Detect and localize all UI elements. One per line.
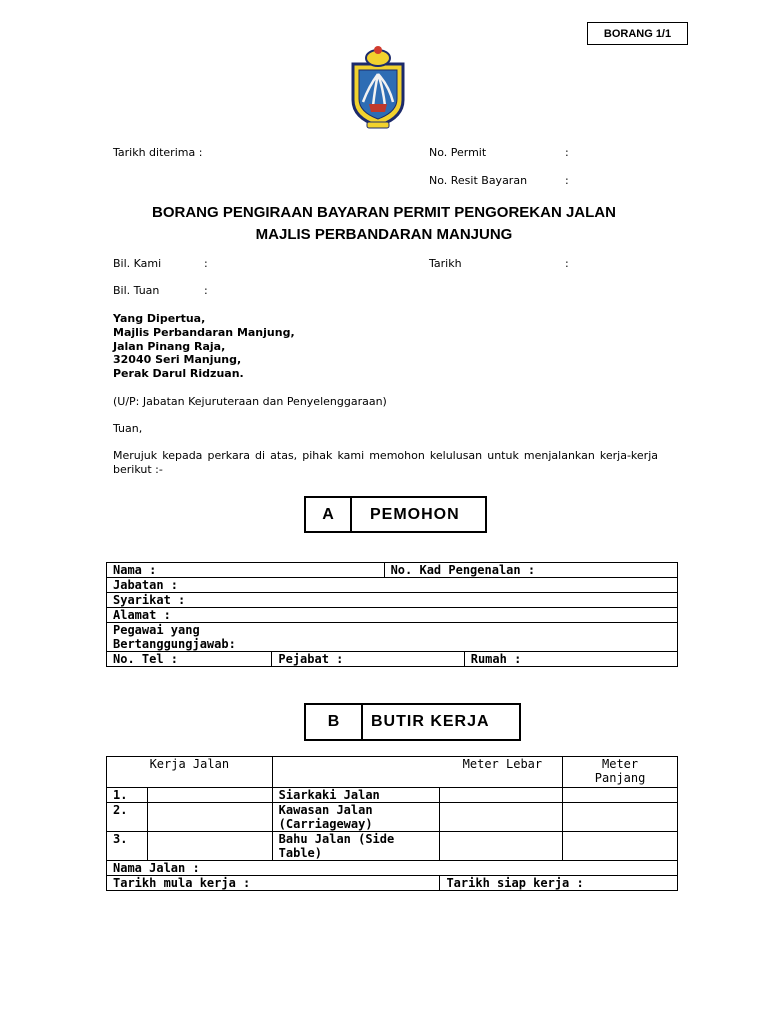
work-desc (272, 788, 440, 803)
table-row (107, 652, 678, 667)
col-width-label: Meter Lebar (462, 757, 543, 771)
end-date-cell[interactable] (440, 876, 678, 891)
table-row (107, 757, 678, 788)
col-length-label-1: Meter (602, 757, 639, 771)
table-row (107, 803, 678, 832)
intro-paragraph: Merujuk kepada perkara di atas, pihak kami memohon kelulusan untuk menjalankan kerja-kerja berikut :- (113, 449, 658, 476)
address-cell[interactable] (107, 608, 678, 623)
work-desc-line: Kawasan Jalan (278, 803, 373, 817)
our-ref-label: Bil. Kami (113, 257, 162, 270)
work-cell[interactable] (147, 788, 272, 803)
col-work-label: Kerja Jalan (149, 757, 230, 771)
company-label: Syarikat : (113, 593, 186, 607)
table-row (107, 563, 678, 578)
col-header-length (563, 757, 678, 788)
work-desc-line: Bahu Jalan (Side (278, 832, 395, 846)
date-label: Tarikh (429, 257, 462, 270)
address-line: Yang Dipertua, (113, 312, 206, 325)
row-no: 1. (107, 788, 148, 803)
address-label: Alamat : (113, 608, 171, 622)
table-row (107, 788, 678, 803)
date-received-label: Tarikh diterima : (113, 146, 203, 159)
section-b-title: BUTIR KERJA (371, 713, 490, 730)
table-row (107, 861, 678, 876)
date-colon: : (565, 257, 569, 270)
road-name-label: Nama Jalan : (113, 861, 200, 875)
ic-label: No. Kad Pengenalan : (390, 563, 536, 577)
address-line: Perak Darul Ridzuan. (113, 367, 244, 381)
work-desc (272, 803, 440, 832)
address-line: Jalan Pinang Raja, (113, 339, 226, 353)
name-cell[interactable] (107, 563, 385, 578)
start-date-label: Tarikh mula kerja : (113, 876, 251, 890)
width-cell[interactable] (440, 788, 563, 803)
address-line: 32040 Seri Manjung, (113, 353, 242, 367)
length-cell[interactable] (563, 788, 678, 803)
our-ref-colon: : (204, 257, 208, 270)
table-row (107, 876, 678, 891)
table-row (107, 832, 678, 861)
home-label: Rumah : (470, 652, 522, 666)
table-row (107, 623, 678, 652)
end-date-label: Tarikh siap kerja : (446, 876, 584, 890)
work-cell[interactable] (147, 803, 272, 832)
receipt-no-label: No. Resit Bayaran (429, 174, 528, 187)
section-a-header (304, 496, 487, 533)
company-cell[interactable] (107, 593, 678, 608)
officer-label-2: Bertanggungjawab: (113, 637, 236, 651)
section-a-title: PEMOHON (370, 505, 460, 523)
tel-label: No. Tel : (113, 652, 179, 666)
col-header-work (107, 757, 273, 788)
your-ref-label: Bil. Tuan (113, 284, 160, 297)
attention-line: (U/P: Jabatan Kejuruteraan dan Penyelenggaraan) (113, 395, 387, 408)
officer-cell[interactable] (107, 623, 678, 652)
officer-label-1: Pegawai yang (113, 623, 200, 637)
work-details-table (106, 756, 678, 891)
width-cell[interactable] (440, 832, 563, 861)
dept-cell[interactable] (107, 578, 678, 593)
your-ref-colon: : (204, 284, 208, 297)
width-cell[interactable] (440, 803, 563, 832)
recipient-address (113, 312, 295, 381)
form-number-box (587, 22, 688, 45)
work-desc (272, 832, 440, 861)
address-line: Majlis Perbandaran Manjung, (113, 325, 295, 339)
length-cell[interactable] (563, 803, 678, 832)
permit-no-label: No. Permit (429, 146, 487, 159)
work-desc-line: Table) (278, 846, 322, 860)
table-row (107, 578, 678, 593)
name-label: Nama : (113, 563, 157, 577)
office-cell[interactable] (272, 652, 464, 667)
ic-cell[interactable] (384, 563, 677, 578)
dept-label: Jabatan : (113, 578, 179, 592)
row-no: 2. (107, 803, 148, 832)
permit-no-colon: : (565, 146, 569, 159)
start-date-cell[interactable] (107, 876, 440, 891)
applicant-table (106, 562, 678, 667)
work-desc-line: (Carriageway) (278, 817, 373, 831)
section-b-header (304, 703, 521, 741)
home-cell[interactable] (464, 652, 677, 667)
receipt-no-colon: : (565, 174, 569, 187)
table-row (107, 608, 678, 623)
office-label: Pejabat : (278, 652, 344, 666)
form-number: BORANG 1/1 (603, 27, 672, 40)
table-row (107, 593, 678, 608)
tel-cell[interactable] (107, 652, 272, 667)
section-a-letter: A (306, 498, 352, 531)
road-name-cell[interactable] (107, 861, 678, 876)
col-length-label-2: Panjang (594, 771, 646, 785)
work-desc-line: Siarkaki Jalan (278, 788, 380, 802)
work-cell[interactable] (147, 832, 272, 861)
title-line-1: BORANG PENGIRAAN BAYARAN PERMIT PENGOREKAN JALAN (152, 204, 616, 221)
length-cell[interactable] (563, 832, 678, 861)
col-header-width (272, 757, 562, 788)
row-no: 3. (107, 832, 148, 861)
council-crest-icon (345, 42, 411, 132)
salutation: Tuan, (113, 422, 143, 435)
title-line-2: MAJLIS PERBANDARAN MANJUNG (255, 226, 513, 243)
section-b-letter: B (306, 705, 363, 739)
